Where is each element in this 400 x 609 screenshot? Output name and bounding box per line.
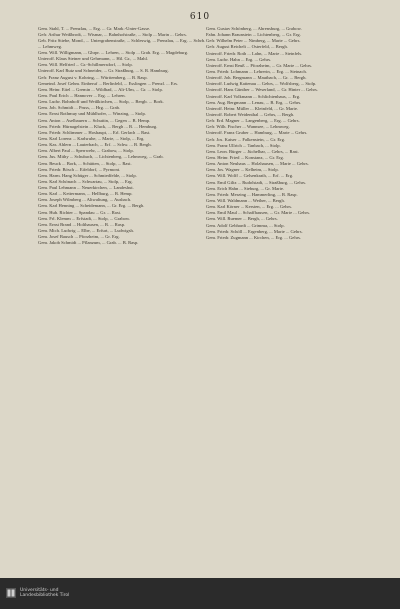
footer-line-2: Landesbibliothek Tirol	[20, 593, 70, 598]
register-entry: Gem. Karl Körner ... Kersten, ... Erg. ... Gehrs.	[206, 204, 293, 210]
register-entry: Unteroff. Joh. Bergmann ... Mautbach, ... Gr. ... Bergh.	[206, 75, 307, 81]
register-entry: Gem. Kas. Ahlern ... Lauterbach, ... Erf. ... Schw. ... B. Bergh.	[38, 142, 152, 148]
register-entry: Gem. Ernst Rothmuy und Mühlhofer, ... Winzing, ... Stolp.	[38, 111, 147, 117]
footer-credit	[20, 588, 69, 598]
register-entry: Unteroff. Ludwig Kattenau ... Gehrs, ... Wolfsberg, ... Stolp.	[206, 81, 317, 87]
register-entry: Gem. Frl. Klemm ... Erfstadt, ... Stolp, ... Grabow.	[38, 215, 131, 221]
register-entry: Gem. Friedr. Zugmann ... Kirchen, ... Erg. ... Gehrs.	[206, 234, 302, 240]
register-entry: Gem. Friedr. Merzing ... Hammerling, ... B. Rasp.	[206, 191, 298, 197]
register-entry: Gem. Joh. Schmidt ... Pruss, ... Hrg. ... Grab.	[38, 105, 121, 111]
register-entry: Gem. Erich Hahn ... Sieburg, ... Gr. Marie.	[206, 185, 285, 191]
register-entry: Gem. Aug. Bergmann ... Lenau, ... B. Erg. ... Gehrs.	[206, 99, 302, 105]
register-entry: Unteroff. Ernst Reuß ... Pforzheim, ... Gr. Marie ... Gehrs.	[206, 62, 313, 68]
register-entry: Gem. Heinr. Eitel ... Gremin ... Wildbad, ... Alt-Ulm, ... Gr. ... Stolp.	[38, 86, 163, 92]
register-entry: Fahn. Johann Braunstein ... Lichtenberg, ... Gr. Erg.	[206, 32, 301, 38]
register-entry: Gem. Paul Lehmann ... Neuerkirchen, ... Landeshut.	[38, 185, 134, 191]
register-entry: Gefr. Erd. Magner ... Langenberg, ... Erg. ... Gehrs.	[206, 118, 300, 124]
register-entry: Gem. Heinr. Fried ... Konstanz, ... Gr. Erg.	[206, 154, 284, 160]
right-column	[206, 26, 374, 241]
register-entry: Gem. Will. Helfried ... Gr.-Schillmersdorf, ... Stolp.	[38, 62, 133, 68]
register-entry: Gefr. Jos. Kaiser ... Falkenstein, ... Gr. Erg.	[206, 136, 286, 142]
register-entry: Gem. Beuck ... Bork, ... Schütten, ... Stolp, ... Rast.	[38, 160, 132, 166]
register-entry: Gem. Emil Giltz ... Rudolstadt, ... Straßburg, ... Gehrs.	[206, 179, 307, 185]
register-entry: Gem. Friedr. Lohmann ... Lehrerin, ... Erg. ... Steinach.	[206, 68, 307, 74]
register-entry: Gefr. August Reichelt ... Osterfeld, ... Bergh.	[206, 44, 288, 50]
register-entry: Gem. Mich. Ludwig ... Elbe, ... Erfurt, ... Ludwigsh.	[38, 228, 134, 234]
register-entry: Gem. Ernst Brand ... Holthausen, ... B. ... Rasp.	[38, 221, 126, 227]
register-entry: Gem. Adolf Gebhardt ... Grimma, ... Stolp.	[206, 222, 285, 228]
register-entry: Gefr. Wilhelm Peter ... Nimberg, ... Marie ... Gehrs.	[206, 38, 301, 44]
register-entry: Geb. Fritz Stiebe, Mond., ... Untergrabenstraße, ... Schleswig, ... Prenzlau, ... Erg. ... Schrb. ... Lehmweg.	[38, 38, 206, 49]
register-entry: Gem. Harm. Hang Schüger ... Schmiedfelde, ... Stolp.	[38, 172, 137, 178]
register-entry: Gemeind. Josef Gehm. Einberuf ... Berlinfeld, ... Esslingen ... Prenzl. ... Ers.	[38, 80, 179, 86]
register-entry: Gem. Karl Schönach ... Schwartau, ... Stolp, ... Erg.	[38, 178, 133, 184]
footer-line-1: Universitäts- und	[20, 588, 59, 593]
register-entry: Gem. Friedr. Schöll ... Ergenberg, ... Marie ... Gehrs.	[206, 228, 303, 234]
register-entry: Gefr. Arthur Weißbrodt, ... Wismar, ... Bahnhofstraße, ... Stolp ... Marin ... Gehrs.	[38, 32, 187, 38]
register-entry: Gem. Leon. Bürger ... Jüchelbar, ... Gehrs, ... Rast.	[206, 148, 299, 154]
register-entry: Gem. Stahl, T. ... Prenzlau, ... Erg. ... Gr. Mark.-Unter-Gasse.	[38, 26, 151, 31]
register-entry: Unteroff. Karl Rutz und Schneider, ... Gr. Straßburg, ... S. R. Hamburg.	[38, 68, 169, 74]
register-entry: Gem. Friedr. Bösch ... Eifeldorf, ... Pyrmont.	[38, 166, 121, 172]
register-entry: Unteroff. Robert Weidenthal ... Gehrs, ... Bergh.	[206, 111, 295, 117]
register-entry: Unteroff. Karl Volkmann ... Schlichtenhaus, ... Erg.	[206, 93, 301, 99]
register-entry: Gem. Hub. Richter ... Spandau ... Gr. ... Rast.	[38, 209, 122, 215]
register-entry: Gem. Jakob Schmidt ... Pflanzum, ... Grab. ... B. Rasp.	[38, 240, 139, 246]
register-entry: Unteroff. Heinr. Müller ... Kleinfeld, ... Gr. Marie.	[206, 105, 299, 111]
register-entry: Gem. Ludw. Hahn ... Erg. ... Gehrs.	[206, 56, 272, 62]
register-entry: Gem. Will. Willigmann, ... Ghrpr. ... Lehren, ... Stolp ... Grab. Erg. ... Magdeburg.	[38, 49, 189, 55]
register-entry: Unteroff. Klaus Steiner und Gehrmann, ... Hil. Gr., ... Mahl.	[38, 56, 149, 62]
register-entry: Gem. Emil Maul ... Schaffhausen, ... Gr. Marie ... Gehrs.	[206, 210, 311, 216]
register-entry: Unteroff. Friedr. Roth ... Lahn, ... Marie ... Steinfels.	[206, 50, 303, 56]
register-entry: Gem. Jus. Mithy ... Schubach, ... Lichtenberg, ... Lehmweg, ... Grab.	[38, 154, 164, 160]
register-entry: Gefr. Franz August v. Kohring, ... Württemberg, ... B. Rasp.	[38, 74, 148, 80]
register-entry: Gem. Franz Ullrich ... Tanbach, ... Stolp.	[206, 142, 281, 148]
register-entry: Gem. Joseph Wilmberg ... Altwaltung, ... Ausbach.	[38, 197, 132, 203]
register-entry: Gem. Friedr. Schlimmer ... Hoshaupt, ... Erl. Gerlach ... Rast.	[38, 129, 151, 135]
register-entry: Gem. Anton ... Aselbauern ... Schuttin, ... Gegen ... B. Hemp.	[38, 117, 151, 123]
register-entry: Gem. Karl Henning ... Scheidemann, ... Gr. Erg. ... Bergh.	[38, 203, 145, 209]
register-entry: Gem. Gustav Schönberg, ... Ahrensburg, ... Grabow.	[206, 26, 302, 31]
register-entry: Gem. Albert Paul ... Sperrwehr, ... Grabow, ... Stolp.	[38, 148, 134, 154]
register-entry: Unteroff. Franz Gruber ... Hamburg, ... Marie ... Gehrs.	[206, 130, 308, 136]
page-number: 610	[189, 12, 211, 22]
register-entry: Gem. Karl ... Kettermann, ... Hellburg, ... B. Hemp.	[38, 191, 133, 197]
register-entry: Gem. Friedr. Hürnagelstein ... Kluck, ... Bergh ... B. ... Hemburg.	[38, 123, 158, 129]
register-entry: Gem. Will. Waldmann ... Weiher, ... Bergh.	[206, 197, 285, 203]
register-entry: Gem. Josef Bausch ... Pforzheim, ... Gr. Erg.	[38, 234, 120, 240]
register-entry: Gem. Jos. Wagner ... Kelheim, ... Stolp.	[206, 167, 279, 173]
register-entry: Gem. Anton Neuhaus ... Holzhausen, ... Marie ... Gehrs.	[206, 161, 309, 167]
library-logo-icon	[6, 588, 16, 598]
register-entry: Unteroff. Hans Günther ... Weserland, ... Gr. Hinter ... Gehrs.	[206, 87, 318, 93]
register-entry: Gem. Karl Lorenz ... Karlsruhe, ... Marie, ... Stolp, ... Erg.	[38, 135, 145, 141]
register-entry: Gem. Ludw. Bohnhoff und Weißkirchen, ... Stolp, ... Bergb. ... Bork.	[38, 99, 164, 105]
register-entry: Gefr. Wilh. Fischer ... Wannsee, ... Lehmweg.	[206, 124, 290, 130]
register-entry: Gem. Will. Ruemer ... Bergh, ... Gehrs.	[206, 216, 278, 222]
register-entry: Gem. Paul Erich ... Hannover ... Erg. ... Lehren.	[38, 92, 126, 98]
left-column	[38, 26, 206, 246]
register-entry: Gem. Will. Wolff ... Gelsenkrath, ... Erf. ... Erg.	[206, 173, 294, 179]
